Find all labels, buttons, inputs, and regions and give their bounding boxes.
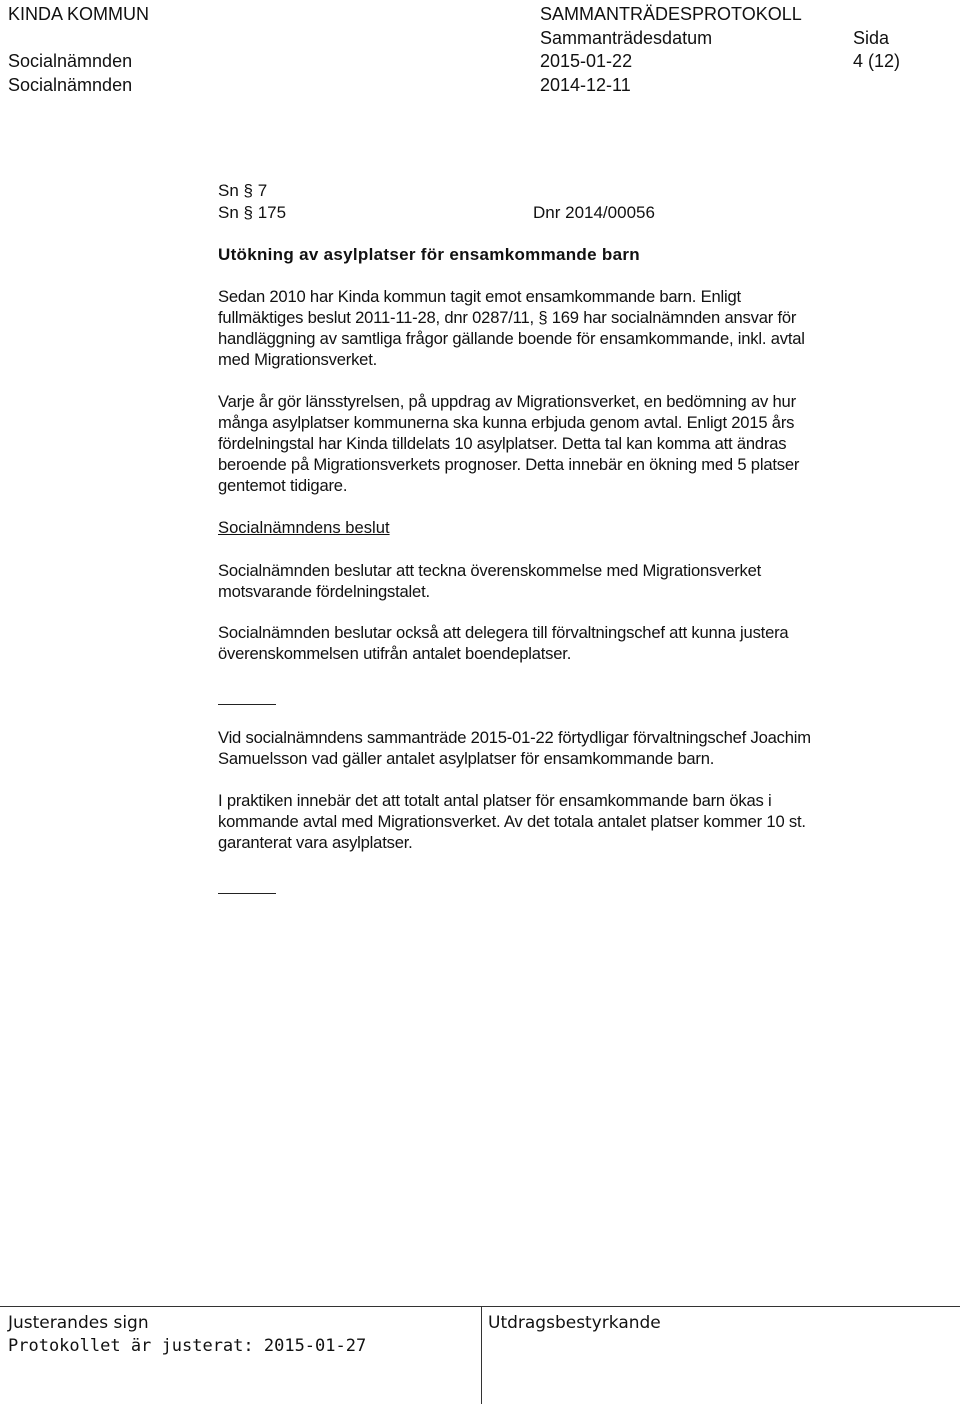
paragraph-background [218, 286, 918, 370]
text-line: överenskommelsen utifrån antalet boendeplatser. [218, 644, 572, 663]
text-line: I praktiken innebär det att totalt antal platser för ensamkommande barn ökas i [218, 791, 772, 810]
footer-divider [0, 1306, 960, 1307]
text-line: garanterat vara asylplatser. [218, 833, 413, 852]
text-line: Sedan 2010 har Kinda kommun tagit emot ensamkommande barn. Enligt [218, 287, 741, 306]
separator-line [218, 893, 276, 894]
text-line: gentemot tidigare. [218, 476, 348, 495]
page-number: 4 (12) [853, 51, 901, 71]
decision-heading: Socialnämndens beslut [218, 518, 390, 537]
decision-2 [218, 622, 918, 664]
committee-name: Socialnämnden [8, 51, 133, 71]
footer-column-divider [481, 1306, 482, 1404]
separator-line [218, 704, 276, 705]
page-label: Sida [853, 28, 890, 48]
document-type: SAMMANTRÄDESPROTOKOLL [540, 4, 802, 24]
text-line: Socialnämnden beslutar också att delegera till förvaltningschef att kunna justera [218, 623, 789, 642]
paragraph-allocation [218, 391, 918, 496]
meeting-date-2: 2014-12-11 [540, 75, 631, 95]
case-title: Utökning av asylplatser för ensamkommande barn [218, 245, 640, 264]
meeting-date: 2015-01-22 [540, 51, 633, 71]
meeting-date-label: Sammanträdesdatum [540, 28, 713, 48]
note-practice [218, 790, 918, 853]
text-line: med Migrationsverket. [218, 350, 378, 369]
extract-certification-label: Utdragsbestyrkande [488, 1313, 661, 1333]
sign-label: Justerandes sign [8, 1313, 149, 1333]
org-name: KINDA KOMMUN [8, 4, 150, 24]
text-line: Vid socialnämndens sammanträde 2015-01-22 förtydligar förvaltningschef Joachim [218, 728, 811, 747]
text-line: beroende på Migrationsverkets prognoser. Detta innebär en ökning med 5 platser [218, 455, 800, 474]
text-line: Varje år gör länsstyrelsen, på uppdrag av Migrationsverket, en bedömning av hur [218, 392, 796, 411]
sn-reference-2: Sn § 175 [218, 203, 287, 222]
text-line: fullmäktiges beslut 2011-11-28, dnr 0287/11, § 169 har socialnämnden ansvar för [218, 308, 797, 327]
committee-name-2: Socialnämnden [8, 75, 133, 95]
text-line: fördelningstal har Kinda tilldelats 10 asylplatser. Detta tal kan komma att ändras [218, 434, 787, 453]
text-line: många asylplatser kommunerna ska kunna erbjuda genom avtal. Enligt 2015 års [218, 413, 795, 432]
dnr-number: Dnr 2014/00056 [533, 203, 655, 222]
text-line: kommande avtal med Migrationsverket. Av det totala antalet platser kommer 10 st. [218, 812, 806, 831]
decision-1 [218, 560, 918, 602]
text-line: Socialnämnden beslutar att teckna överenskommelse med Migrationsverket [218, 561, 762, 580]
note-clarification [218, 727, 918, 769]
justified-date-label: Protokollet är justerat: 2015-01-27 [8, 1336, 367, 1356]
sn-reference-1: Sn § 7 [218, 181, 268, 200]
text-line: motsvarande fördelningstalet. [218, 582, 430, 601]
text-line: Samuelsson vad gäller antalet asylplatser för ensamkommande barn. [218, 749, 715, 768]
text-line: handläggning av samtliga frågor gällande boende för ensamkommande, inkl. avtal [218, 329, 805, 348]
